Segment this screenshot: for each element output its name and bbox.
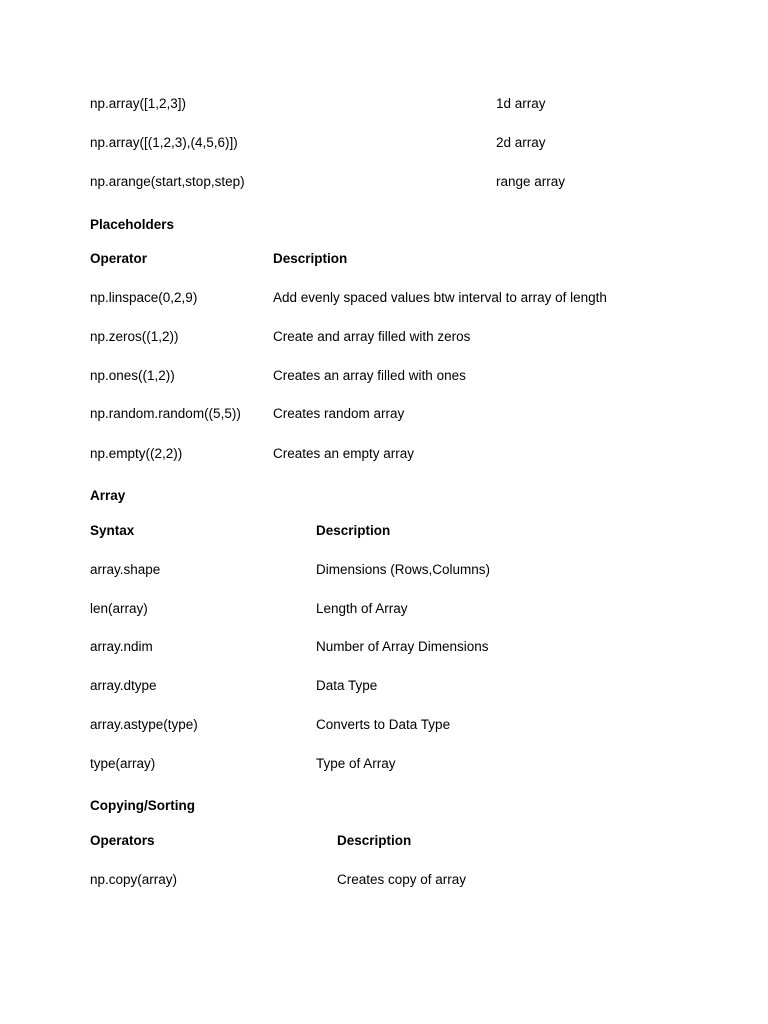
array-code-4: array.dtype: [90, 678, 157, 693]
array-code-5: array.astype(type): [90, 717, 198, 732]
creation-code-3: np.arange(start,stop,step): [90, 174, 245, 189]
placeholders-col-description: Description: [273, 251, 348, 266]
array-code-6: type(array): [90, 756, 156, 771]
copying-code-1: np.copy(array): [90, 872, 178, 887]
placeholders-heading: Placeholders: [90, 217, 175, 232]
array-col-description: Description: [316, 523, 391, 538]
array-desc-6: Type of Array: [316, 756, 396, 771]
array-code-3: array.ndim: [90, 639, 153, 654]
array-desc-5: Converts to Data Type: [316, 717, 451, 732]
copying-col-description: Description: [337, 833, 412, 848]
copying-desc-1: Creates copy of array: [337, 872, 467, 887]
array-code-1: array.shape: [90, 562, 161, 577]
array-desc-3: Number of Array Dimensions: [316, 639, 489, 654]
placeholders-desc-3: Creates an array filled with ones: [273, 368, 466, 383]
placeholders-desc-2: Create and array filled with zeros: [273, 329, 471, 344]
placeholders-desc-5: Creates an empty array: [273, 446, 415, 461]
copying-heading: Copying/Sorting: [90, 798, 195, 813]
placeholders-col-operator: Operator: [90, 251, 148, 266]
placeholders-code-2: np.zeros((1,2)): [90, 329, 179, 344]
array-desc-2: Length of Array: [316, 601, 408, 616]
creation-desc-3: range array: [496, 174, 566, 189]
array-code-2: len(array): [90, 601, 148, 616]
array-heading: Array: [90, 488, 126, 503]
placeholders-code-1: np.linspace(0,2,9): [90, 290, 198, 305]
array-col-syntax: Syntax: [90, 523, 135, 538]
placeholders-code-5: np.empty((2,2)): [90, 446, 183, 461]
placeholders-desc-1: Add evenly spaced values btw interval to array of length: [273, 290, 607, 305]
creation-code-1: np.array([1,2,3]): [90, 96, 187, 111]
copying-col-operators: Operators: [90, 833, 155, 848]
placeholders-code-4: np.random.random((5,5)): [90, 406, 241, 421]
array-desc-1: Dimensions (Rows,Columns): [316, 562, 491, 577]
creation-desc-1: 1d array: [496, 96, 546, 111]
creation-code-2: np.array([(1,2,3),(4,5,6)]): [90, 135, 238, 150]
placeholders-code-3: np.ones((1,2)): [90, 368, 175, 383]
placeholders-desc-4: Creates random array: [273, 406, 405, 421]
array-desc-4: Data Type: [316, 678, 378, 693]
creation-desc-2: 2d array: [496, 135, 546, 150]
